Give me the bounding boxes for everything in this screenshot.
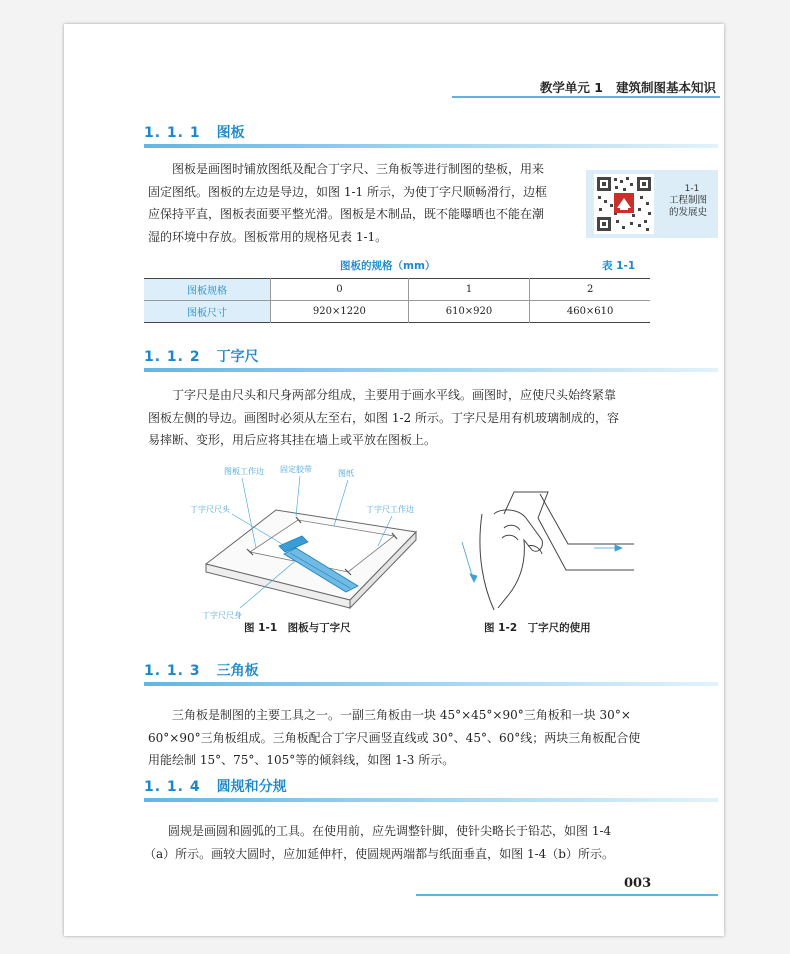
running-header-title: 建筑制图基本知识 xyxy=(615,80,716,95)
running-header-unit: 教学单元 1 xyxy=(539,80,603,95)
figure-drawing-board xyxy=(184,462,424,622)
table-number: 表 1-1 xyxy=(602,260,636,272)
table-cell: 0 xyxy=(271,279,409,301)
section-rule xyxy=(144,682,718,686)
page-number: 003 xyxy=(624,876,652,891)
board-spec-table xyxy=(144,278,650,323)
section-heading-1-1-3: 1. 1. 3 三角板 xyxy=(144,663,259,679)
section-rule xyxy=(144,144,718,148)
figure-tsquare-usage xyxy=(454,484,634,612)
section-heading-1-1-1: 1. 1. 1 图板 xyxy=(144,125,245,141)
label-tsquare-head: 丁字尺尺头 xyxy=(190,505,230,514)
table-title: 图板的规格（mm） xyxy=(340,260,436,272)
table-cell: 2 xyxy=(530,279,650,301)
paragraph-tsquare: 丁字尺是由尺头和尺身两部分组成，主要用于画水平线。画图时，应使尺头始终紧靠 图板左侧的导边。画图时必须从左至右，如图 1-2 所示。丁字尺是用有机玻璃制成的，容 易摔断、变形，用后应将其挂在墙上或平放在图板上。 xyxy=(148,388,619,447)
label-tsquare-body: 丁字尺尺身 xyxy=(202,611,242,620)
label-tsquare-work-edge: 丁字尺工作边 xyxy=(366,505,414,514)
qr-resource-title: 工程制图 的发展史 xyxy=(668,195,707,218)
table-cell: 1 xyxy=(408,279,530,301)
figure-caption-1-1: 图 1-1 图板与丁字尺 xyxy=(244,622,351,634)
table-row xyxy=(144,279,650,301)
table-row xyxy=(144,301,650,323)
section-rule xyxy=(144,368,718,372)
paragraph-board: 图板是画图时铺放图纸及配合丁字尺、三角板等进行制图的垫板，用来 固定图纸。图板的左边是导边，如图 1-1 所示，为使丁字尺顺畅滑行，边框 应保持平直，图板表面要平整光滑。图板是木制品，既不能曝晒也不能在潮 湿的环境中存放。图板常用的规格见表 1-1。 xyxy=(148,162,547,244)
table-row-header: 图板规格 xyxy=(144,279,271,301)
book-page xyxy=(64,24,724,936)
table-cell: 460×610 xyxy=(530,301,650,323)
qr-code-icon[interactable] xyxy=(594,174,654,234)
paragraph-triangle: 三角板是制图的主要工具之一。一副三角板由一块 45°×45°×90°三角板和一块 30°× 60°×90°三角板组成。三角板配合丁字尺画竖直线或 30°、45°、60°线；两块三角板配合使 用能绘制 15°、75°、105°等的倾斜线，如图 1-3 所示。 xyxy=(148,708,641,767)
section-heading-1-1-2: 1. 1. 2 丁字尺 xyxy=(144,349,259,365)
table-cell: 610×920 xyxy=(408,301,530,323)
header-rule xyxy=(452,96,720,98)
table-row-header: 图板尺寸 xyxy=(144,301,271,323)
qr-resource-number: 1-1 xyxy=(684,184,700,194)
label-board-work-edge: 图板工作边 xyxy=(224,467,264,476)
figure-caption-1-2: 图 1-2 丁字尺的使用 xyxy=(484,622,591,634)
footer-rule xyxy=(416,894,718,896)
table-cell: 920×1220 xyxy=(271,301,409,323)
paragraph-compass: 圆规是画圆和圆弧的工具。在使用前，应先调整针脚，使针尖略长于铅芯，如图 1-4 （a）所示。画较大圆时，应加延伸杆，使圆规两端都与纸面垂直，如图 1-4（b）所示。 xyxy=(144,824,614,861)
label-drawing-paper: 图纸 xyxy=(338,469,354,478)
running-header xyxy=(64,78,716,96)
label-fixing-tape: 固定胶带 xyxy=(280,465,312,474)
section-heading-1-1-4: 1. 1. 4 圆规和分规 xyxy=(144,779,287,795)
section-rule xyxy=(144,798,718,802)
